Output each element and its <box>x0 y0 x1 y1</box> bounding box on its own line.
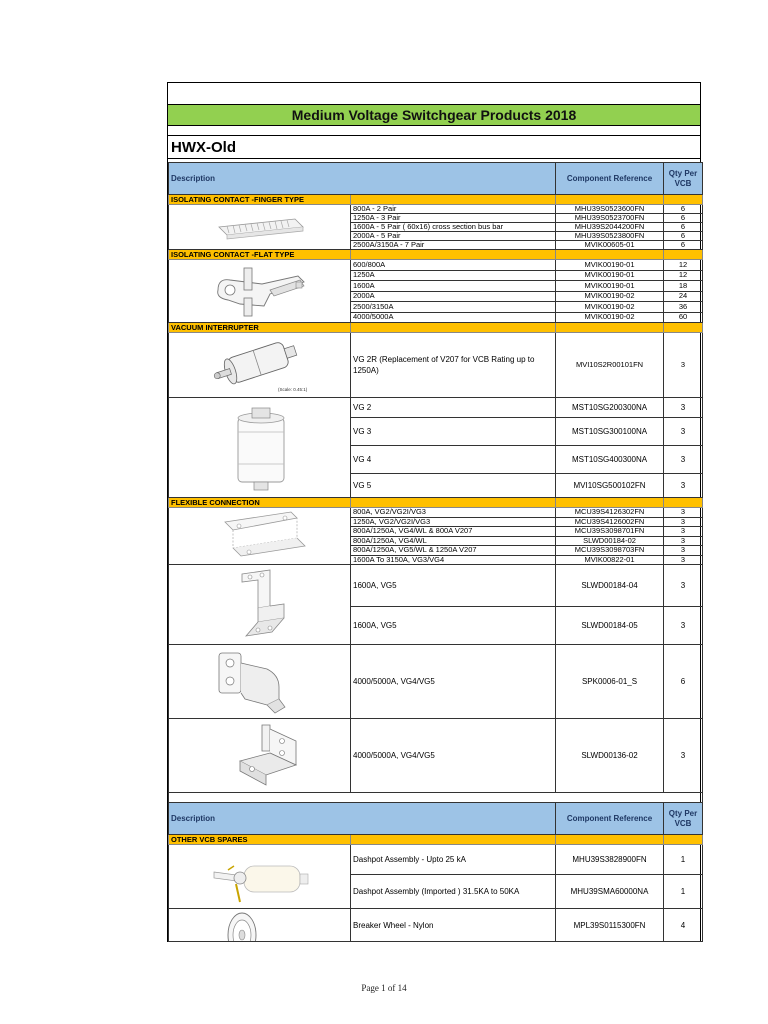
category-vacuum: VACUUM INTERRUPTER <box>169 323 351 333</box>
row-description: VG 2R (Replacement of V207 for VCB Rating up to 1250A) <box>351 333 556 398</box>
category-row <box>169 195 703 205</box>
header-description: Description <box>169 803 556 835</box>
row-reference: MST10SG400300NA <box>556 446 664 474</box>
row-qty: 1 <box>664 875 703 909</box>
row-qty: 3 <box>664 607 703 645</box>
row-description: 1600A, VG5 <box>351 607 556 645</box>
spreadsheet-page <box>167 82 701 942</box>
row-qty: 1 <box>664 845 703 875</box>
row-description: Dashpot Assembly - Upto 25 kA <box>351 845 556 875</box>
scale-note: (Scale: 0.45:1) <box>277 387 307 392</box>
row-reference: MVIK00190-01 <box>556 281 664 292</box>
row-reference: MPL39S0115300FN <box>556 909 664 942</box>
row-qty: 4 <box>664 909 703 942</box>
row-description: VG 5 <box>351 474 556 498</box>
row-reference: MVIK00190-02 <box>556 291 664 302</box>
row-qty: 6 <box>664 214 703 223</box>
row-description: 800A/1250A, VG4/WL & 800A V207 <box>351 527 556 537</box>
row-qty: 3 <box>664 333 703 398</box>
row-reference: MHU39S0523700FN <box>556 214 664 223</box>
row-reference: MVIK00190-01 <box>556 270 664 281</box>
row-reference: SLWD00136-02 <box>556 719 664 793</box>
row-qty: 3 <box>664 446 703 474</box>
row-reference: MCU39S3098703FN <box>556 546 664 556</box>
row-qty: 24 <box>664 291 703 302</box>
section-title: HWX-Old <box>168 135 700 159</box>
row-reference: MCU39S4126302FN <box>556 508 664 518</box>
flex-connector-image <box>169 508 351 565</box>
row-qty: 6 <box>664 232 703 241</box>
table-row <box>169 260 703 271</box>
row-description: 1600A <box>351 281 556 292</box>
category-flat: ISOLATING CONTACT -FLAT TYPE <box>169 250 351 260</box>
row-qty: 3 <box>664 565 703 607</box>
row-description: 1250A - 3 Pair <box>351 214 556 223</box>
row-qty: 60 <box>664 312 703 323</box>
vg2r-interrupter-image <box>169 333 351 398</box>
category-row <box>169 250 703 260</box>
row-description: 1600A - 5 Pair ( 60x16) cross section bus bar <box>351 223 556 232</box>
row-reference: MST10SG300100NA <box>556 418 664 446</box>
row-qty: 3 <box>664 517 703 527</box>
row-qty: 3 <box>664 719 703 793</box>
row-description: 2500A/3150A - 7 Pair <box>351 241 556 250</box>
row-reference: MVIK00190-02 <box>556 302 664 313</box>
row-qty: 12 <box>664 260 703 271</box>
row-reference: MHU39S2044200FN <box>556 223 664 232</box>
row-description: 2500/3150A <box>351 302 556 313</box>
row-reference: MHU39S0523600FN <box>556 205 664 214</box>
row-qty: 3 <box>664 398 703 418</box>
dashpot-image <box>169 845 351 909</box>
table-header-row <box>169 803 703 835</box>
vg-interrupter-image <box>169 398 351 498</box>
row-reference: MST10SG200300NA <box>556 398 664 418</box>
row-description: 2000A - 5 Pair <box>351 232 556 241</box>
category-finger: ISOLATING CONTACT -FINGER TYPE <box>169 195 351 205</box>
table-row <box>169 565 703 607</box>
category-row <box>169 323 703 333</box>
row-qty: 6 <box>664 205 703 214</box>
row-reference: MCU39S4126002FN <box>556 517 664 527</box>
row-qty: 3 <box>664 508 703 518</box>
category-row <box>169 835 703 845</box>
document-title: Medium Voltage Switchgear Products 2018 <box>168 104 700 126</box>
row-qty: 3 <box>664 546 703 556</box>
row-qty: 36 <box>664 302 703 313</box>
table-row <box>169 398 703 418</box>
row-reference: MHU39S3828900FN <box>556 845 664 875</box>
header-component-reference: Component Reference <box>556 163 664 195</box>
row-description: 800A/1250A, VG4/WL <box>351 536 556 546</box>
table-header-row <box>169 163 703 195</box>
bent-connector-image <box>169 565 351 645</box>
row-qty: 12 <box>664 270 703 281</box>
row-description: 600/800A <box>351 260 556 271</box>
row-reference: MVIK00605-01 <box>556 241 664 250</box>
row-description: Breaker Wheel - Nylon <box>351 909 556 942</box>
clamp-connector-image <box>169 645 351 719</box>
row-description: 4000/5000A, VG4/VG5 <box>351 719 556 793</box>
table-row <box>169 508 703 518</box>
table-row <box>169 909 703 942</box>
row-qty: 18 <box>664 281 703 292</box>
header-description: Description <box>169 163 556 195</box>
breaker-wheel-image <box>169 909 351 942</box>
row-qty: 3 <box>664 527 703 537</box>
row-reference: MVI10S2R00101FN <box>556 333 664 398</box>
row-reference: SPK0006-01_S <box>556 645 664 719</box>
flat-contact-image <box>169 260 351 323</box>
row-qty: 3 <box>664 418 703 446</box>
row-reference: SLWD00184-02 <box>556 536 664 546</box>
page-footer: Page 1 of 14 <box>361 983 407 993</box>
category-row <box>169 498 703 508</box>
row-description: 2000A <box>351 291 556 302</box>
row-description: VG 3 <box>351 418 556 446</box>
finger-contact-image <box>169 205 351 250</box>
parts-table <box>168 162 703 942</box>
row-description: 4000/5000A, VG4/VG5 <box>351 645 556 719</box>
category-flex: FLEXIBLE CONNECTION <box>169 498 351 508</box>
category-other: OTHER VCB SPARES <box>169 835 351 845</box>
row-reference: SLWD00184-05 <box>556 607 664 645</box>
row-description: 800A/1250A, VG5/WL & 1250A V207 <box>351 546 556 556</box>
angle-connector-image <box>169 719 351 793</box>
row-reference: MCU39S3098701FN <box>556 527 664 537</box>
row-description: 800A, VG2/VG2I/VG3 <box>351 508 556 518</box>
table-row <box>169 205 703 214</box>
spacer-row <box>168 126 700 135</box>
header-qty: Qty Per VCB <box>664 163 703 195</box>
spacer-row <box>169 793 703 803</box>
row-description: 1250A, VG2/VG2I/VG3 <box>351 517 556 527</box>
header-component-reference: Component Reference <box>556 803 664 835</box>
row-reference: MVI10SG500102FN <box>556 474 664 498</box>
row-reference: MVIK00190-01 <box>556 260 664 271</box>
row-reference: MHU39SMA60000NA <box>556 875 664 909</box>
row-description: 800A - 2 Pair <box>351 205 556 214</box>
row-qty: 3 <box>664 474 703 498</box>
row-description: 4000/5000A <box>351 312 556 323</box>
header-qty: Qty Per VCB <box>664 803 703 835</box>
table-row <box>169 845 703 875</box>
row-description: 1600A To 3150A, VG3/VG4 <box>351 555 556 565</box>
blank-row <box>168 82 700 104</box>
row-qty: 3 <box>664 555 703 565</box>
table-row <box>169 333 703 398</box>
row-qty: 6 <box>664 223 703 232</box>
row-reference: MHU39S0523800FN <box>556 232 664 241</box>
row-reference: MVIK00822-01 <box>556 555 664 565</box>
row-reference: SLWD00184-04 <box>556 565 664 607</box>
row-description: VG 4 <box>351 446 556 474</box>
row-qty: 6 <box>664 241 703 250</box>
row-description: VG 2 <box>351 398 556 418</box>
row-description: 1250A <box>351 270 556 281</box>
row-qty: 6 <box>664 645 703 719</box>
row-description: Dashpot Assembly (Imported ) 31.5KA to 50KA <box>351 875 556 909</box>
table-row <box>169 645 703 719</box>
row-reference: MVIK00190-02 <box>556 312 664 323</box>
table-row <box>169 719 703 793</box>
row-description: 1600A, VG5 <box>351 565 556 607</box>
row-qty: 3 <box>664 536 703 546</box>
